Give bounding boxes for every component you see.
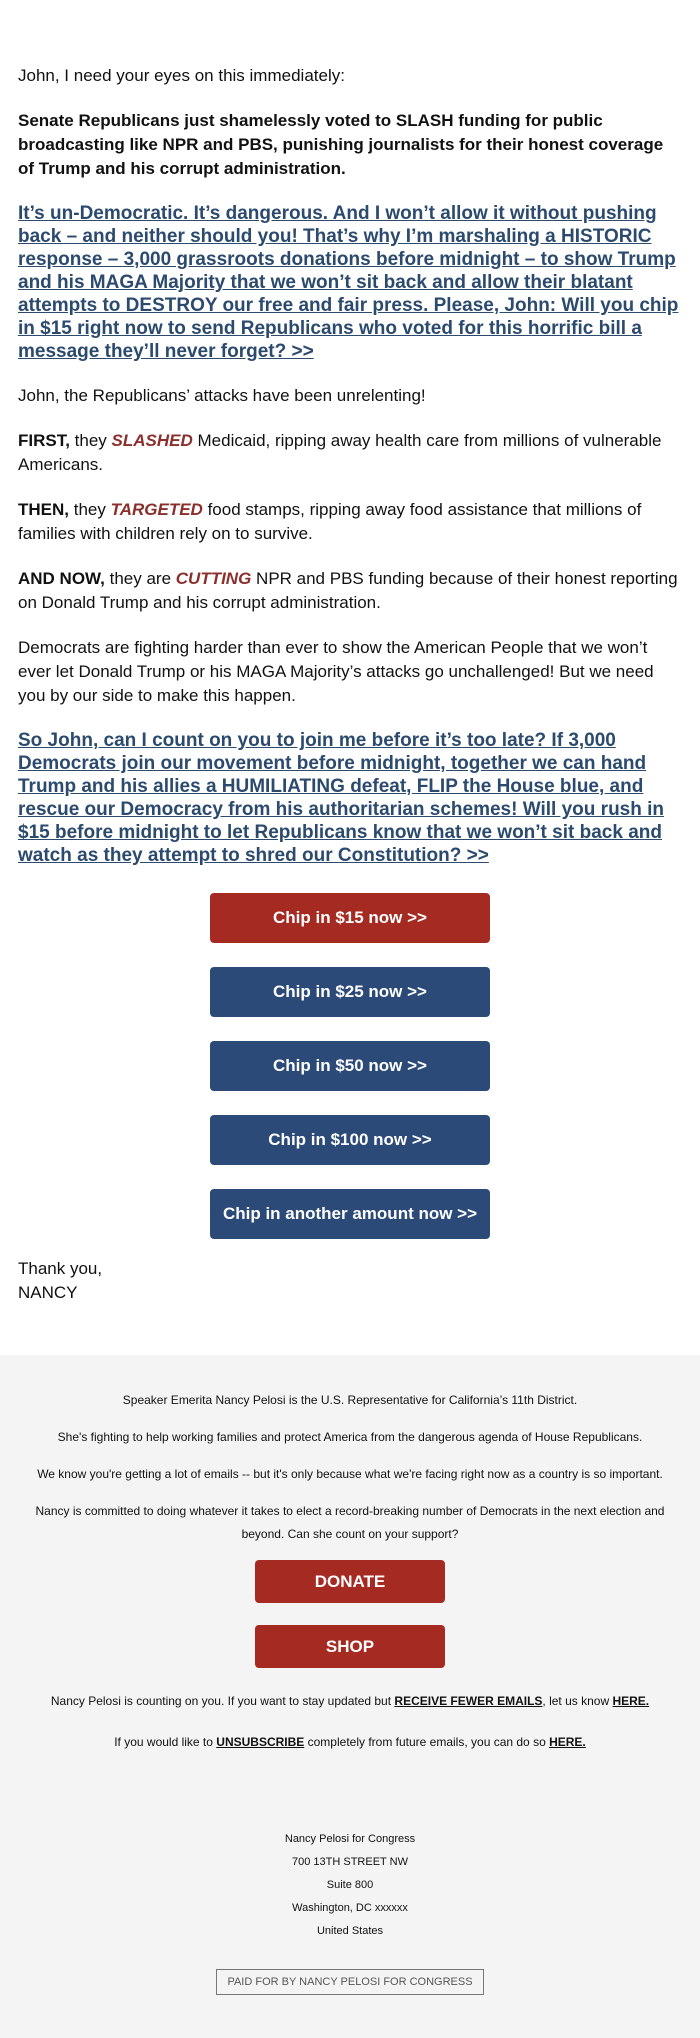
address-city: Washington, DC xxxxxx <box>292 1902 408 1914</box>
chip-in-25-button[interactable]: Chip in $25 now >> <box>210 967 490 1017</box>
first-lead: FIRST, <box>18 431 70 450</box>
and-now-lead: AND NOW, <box>18 569 105 588</box>
democrats-paragraph: Democrats are fighting harder than ever to show the American People that we won’t ever let Donald Trump or his MAGA Majority’s attacks go unchallenged! But we need you by our side to make this happen. <box>18 638 654 705</box>
then-emphasis: TARGETED <box>110 500 203 519</box>
footer <box>0 1355 700 2038</box>
attacks-line: John, the Republicans’ attacks have been unrelenting! <box>18 386 426 405</box>
address-street: 700 13TH STREET NW <box>292 1856 408 1868</box>
footer-donate-button[interactable]: DONATE <box>255 1560 445 1603</box>
receive-fewer-emails-link[interactable]: RECEIVE FEWER EMAILS <box>394 1694 543 1708</box>
unsubscribe-link[interactable]: UNSUBSCRIBE <box>216 1735 305 1749</box>
address-country: United States <box>316 1925 384 1937</box>
paid-for-disclaimer: PAID FOR BY NANCY PELOSI FOR CONGRESS <box>216 1969 483 1995</box>
unsubscribe-here-link[interactable]: HERE. <box>549 1735 586 1749</box>
chip-in-50-button[interactable]: Chip in $50 now >> <box>210 1041 490 1091</box>
thanks-text: Thank you, <box>18 1259 103 1278</box>
greeting: John, I need your eyes on this immediately: <box>18 66 345 85</box>
fewer-emails-line: Nancy Pelosi is counting on you. If you want to stay updated but RECEIVE FEWER EMAILS, let us know HERE. <box>50 1694 650 1708</box>
footer-emails-text: We know you're getting a lot of emails -- but it's only because what we're facing right now as a country is so important. <box>37 1467 663 1481</box>
donate-link-2[interactable]: So John, can I count on you to join me before it’s too late? If 3,000 Democrats join our movement before midnight, together we can hand Trump and his allies a HUMILIATING defeat, FLIP the House blue, and rescue our Democracy from his authoritarian schemes! Will you rush in $15 before midnight to let Republicans know that we won’t sit back and watch as they attempt to shred our Constitution? >> <box>18 730 665 866</box>
signature: NANCY <box>18 1283 78 1302</box>
then-paragraph: THEN, they TARGETED food stamps, ripping away food assistance that millions of families with children rely on to survive. <box>18 500 642 543</box>
address-org: Nancy Pelosi for Congress <box>284 1833 416 1845</box>
unsubscribe-line: If you would like to UNSUBSCRIBE completely from future emails, you can do so HERE. <box>114 1735 586 1749</box>
chip-in-100-button[interactable]: Chip in $100 now >> <box>210 1115 490 1165</box>
address-suite: Suite 800 <box>326 1879 374 1891</box>
intro-paragraph: Senate Republicans just shamelessly voted to SLASH funding for public broadcasting like NPR and PBS, punishing journalists for their honest coverage of Trump and his corrupt administration. <box>18 111 664 178</box>
signoff <box>18 1257 682 1305</box>
and-now-paragraph: AND NOW, they are CUTTING NPR and PBS funding because of their honest reporting on Donald Trump and his corrupt administration. <box>18 569 678 612</box>
mailing-address <box>30 1828 670 1943</box>
fewer-emails-here-link[interactable]: HERE. <box>612 1694 650 1708</box>
footer-shop-button[interactable]: SHOP <box>255 1625 445 1668</box>
chip-in-other-amount-button[interactable]: Chip in another amount now >> <box>210 1189 490 1239</box>
donate-link-1[interactable]: It’s un-Democratic. It’s dangerous. And I won’t allow it without pushing back – and neither should you! That’s why I’m marshaling a HISTORIC response – 3,000 grassroots donations before midnight – to show Trump and his MAGA Majority that we won’t sit back and allow their blatant attempts to DESTROY our free and fair press. Please, John: Will you chip in $15 right now to send Republicans who voted for this horrific bill a message they’ll never forget? >> <box>18 203 679 362</box>
first-paragraph: FIRST, they SLASHED Medicaid, ripping away health care from millions of vulnerable Americans. <box>18 431 662 474</box>
chip-in-15-button[interactable]: Chip in $15 now >> <box>210 893 490 943</box>
then-lead: THEN, <box>18 500 69 519</box>
first-emphasis: SLASHED <box>111 431 193 450</box>
footer-fighting-text: She's fighting to help working families and protect America from the dangerous agenda of House Republicans. <box>57 1430 643 1444</box>
and-now-emphasis: CUTTING <box>175 569 252 588</box>
footer-support-text: Nancy is committed to doing whatever it takes to elect a record-breaking number of Democrats in the next election and beyond. Can she count on your support? <box>35 1504 665 1541</box>
footer-representative-text: Speaker Emerita Nancy Pelosi is the U.S. Representative for California’s 11th District. <box>122 1393 578 1407</box>
